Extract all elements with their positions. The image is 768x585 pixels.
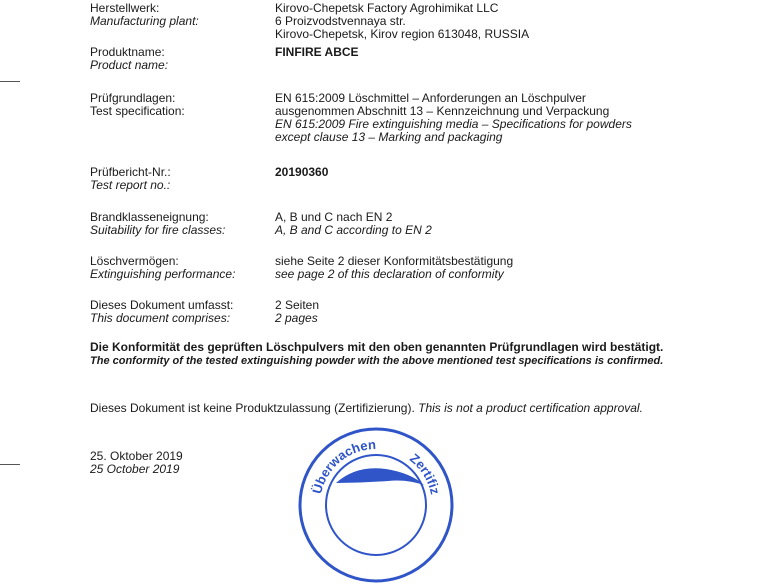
seal-emblem bbox=[336, 468, 424, 485]
report-label bbox=[90, 166, 275, 192]
test-spec-line-en: except clause 13 – Marking and packaging bbox=[275, 130, 503, 144]
certification-note-en: This is not a product certification approval. bbox=[418, 401, 643, 415]
manufacturer-label-de: Herstellwerk: bbox=[90, 1, 160, 15]
seal-arc-text bbox=[309, 437, 376, 495]
fire-classes-value-en: A, B and C according to EN 2 bbox=[275, 223, 432, 237]
report-label-de: Prüfbericht-Nr.: bbox=[90, 165, 171, 179]
seal-text-left: Überwachen bbox=[309, 436, 377, 496]
conformity-text-en: The conformity of the tested extinguishing powder with the above mentioned test specifications is confirmed. bbox=[90, 354, 664, 367]
issue-date-de: 25. Oktober 2019 bbox=[90, 449, 183, 463]
test-spec-value bbox=[275, 92, 748, 144]
product-label-en: Product name: bbox=[90, 58, 169, 72]
performance-label-en: Extinguishing performance: bbox=[90, 267, 236, 281]
manufacturer-line: Kirovo-Chepetsk Factory Agrohimikat LLC bbox=[275, 1, 499, 15]
report-label-en: Test report no.: bbox=[90, 178, 171, 192]
pages-value bbox=[275, 299, 748, 325]
performance-value-en: see page 2 of this declaration of conformity bbox=[275, 267, 504, 281]
performance-label-de: Löschvermögen: bbox=[90, 254, 179, 268]
conformity-text-de: Die Konformität des geprüften Löschpulvers mit den oben genannten Prüfgrundlagen wird bestätigt. bbox=[90, 340, 664, 354]
certification-seal bbox=[296, 425, 456, 585]
manufacturer-label-en: Manufacturing plant: bbox=[90, 14, 199, 28]
fold-mark bbox=[0, 81, 20, 82]
issue-date bbox=[90, 450, 183, 476]
fire-classes-value bbox=[275, 211, 748, 237]
product-label-de: Produktname: bbox=[90, 45, 165, 59]
fire-classes-label-en: Suitability for fire classes: bbox=[90, 223, 226, 237]
test-spec-line-de: ausgenommen Abschnitt 13 – Kennzeichnung und Verpackung bbox=[275, 104, 610, 118]
product-name: FINFIRE ABCE bbox=[275, 45, 359, 59]
pages-value-de: 2 Seiten bbox=[275, 298, 320, 312]
conformity-statement bbox=[90, 341, 698, 367]
pages-value-en: 2 pages bbox=[275, 311, 318, 325]
seal-text-right: Zertifiz bbox=[407, 450, 443, 496]
report-number: 20190360 bbox=[275, 165, 329, 179]
issue-date-en: 25 October 2019 bbox=[90, 462, 180, 476]
manufacturer-value bbox=[275, 2, 748, 41]
certification-note bbox=[90, 401, 643, 415]
fold-mark bbox=[0, 464, 20, 465]
pages-label-en: This document comprises: bbox=[90, 311, 231, 325]
manufacturer-label bbox=[90, 2, 275, 28]
pages-label-de: Dieses Dokument umfasst: bbox=[90, 298, 234, 312]
test-spec-line-en: EN 615:2009 Fire extinguishing media – Specifications for powders bbox=[275, 117, 632, 131]
performance-value bbox=[275, 255, 748, 281]
seal-arc-text-right bbox=[407, 450, 443, 496]
test-spec-label bbox=[90, 92, 275, 118]
manufacturer-line: Kirovo-Chepetsk, Kirov region 613048, RUSSIA bbox=[275, 27, 530, 41]
fire-classes-label-de: Brandklasseneignung: bbox=[90, 210, 209, 224]
product-label bbox=[90, 46, 275, 72]
performance-value-de: siehe Seite 2 dieser Konformitätsbestätigung bbox=[275, 254, 514, 268]
fire-classes-value-de: A, B und C nach EN 2 bbox=[275, 210, 393, 224]
test-spec-label-en: Test specification: bbox=[90, 104, 185, 118]
manufacturer-line: 6 Proizvodstvennaya str. bbox=[275, 14, 406, 28]
certification-note-de: Dieses Dokument ist keine Produktzulassung (Zertifizierung). bbox=[90, 401, 419, 415]
test-spec-label-de: Prüfgrundlagen: bbox=[90, 91, 176, 105]
performance-label bbox=[90, 255, 275, 281]
pages-label bbox=[90, 299, 275, 325]
fire-classes-label bbox=[90, 211, 275, 237]
test-spec-line-de: EN 615:2009 Löschmittel – Anforderungen an Löschpulver bbox=[275, 91, 586, 105]
